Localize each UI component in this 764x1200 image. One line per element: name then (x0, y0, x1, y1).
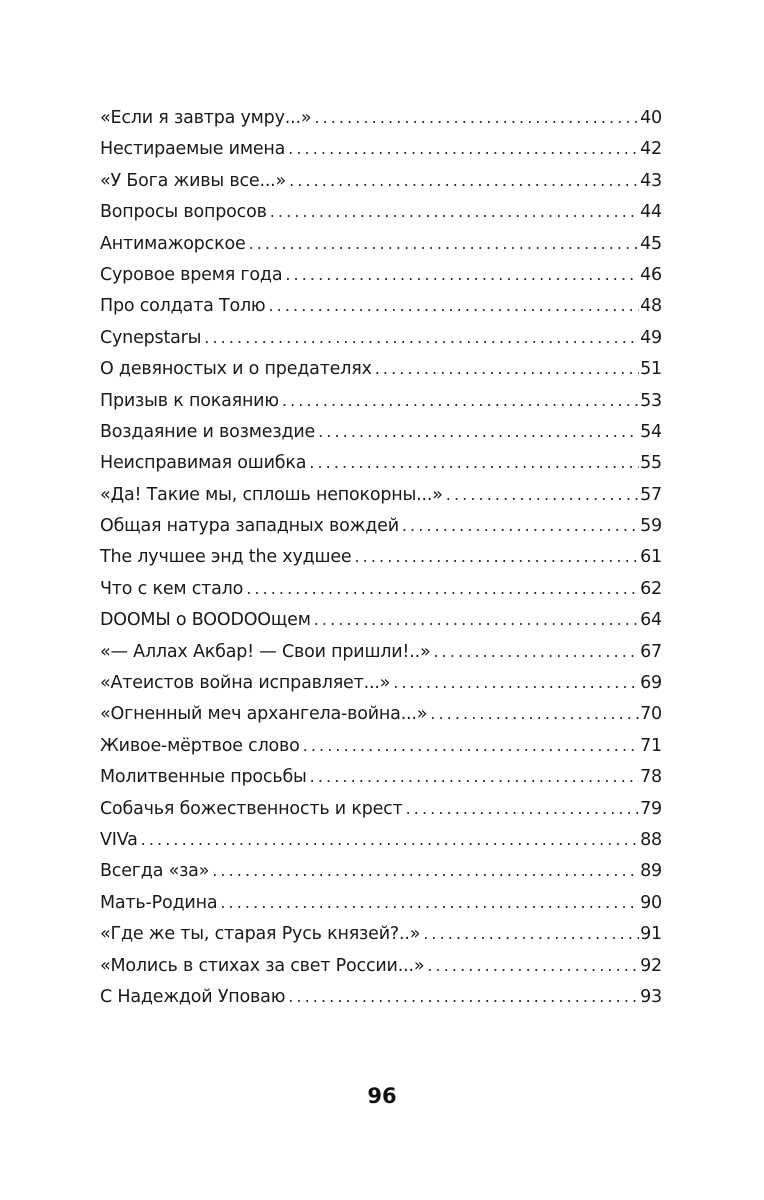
toc-entry (100, 667, 662, 698)
toc-entry (100, 887, 662, 918)
toc-entry (100, 102, 662, 133)
toc-entry-page: 54 (640, 421, 662, 442)
toc-entry (100, 855, 662, 886)
toc-entry-title: Мать-Родина (100, 892, 218, 913)
toc-entry (100, 761, 662, 792)
dot-leader (303, 730, 639, 761)
toc-entry-title: «Да! Такие мы, сплошь непокорны...» (100, 484, 443, 505)
dot-leader (288, 133, 639, 164)
dot-leader (446, 479, 639, 510)
toc-entry-page: 61 (640, 547, 662, 568)
table-of-contents (100, 102, 662, 1012)
toc-entry-title: DOOMЫ о BOODOOщем (100, 610, 311, 631)
toc-entry-page: 42 (640, 139, 662, 160)
toc-entry-title: Неисправимая ошибка (100, 453, 307, 474)
dot-leader (354, 541, 639, 572)
toc-entry-page: 55 (640, 453, 662, 474)
toc-entry-title: «У Бога живы все...» (100, 170, 287, 191)
dot-leader (433, 636, 639, 667)
toc-entry-page: 93 (640, 986, 662, 1007)
toc-entry-title: «Атеистов война исправляет...» (100, 673, 391, 694)
dot-leader (204, 322, 639, 353)
toc-entry-title: Cynepstarы (100, 327, 202, 348)
dot-leader (249, 228, 640, 259)
toc-entry-title: Вопросы вопросов (100, 202, 267, 223)
page-number: 96 (367, 1084, 397, 1108)
toc-entry (100, 165, 662, 196)
toc-entry-page: 67 (640, 641, 662, 662)
dot-leader (288, 981, 639, 1012)
toc-entry-title: «Где же ты, старая Русь князей?..» (100, 924, 421, 945)
toc-entry-page: 46 (640, 264, 662, 285)
toc-entry-page: 59 (640, 516, 662, 537)
toc-entry-title: «Молись в стихах за свет России...» (100, 955, 425, 976)
toc-entry-title: Нестираемые имена (100, 139, 286, 160)
toc-entry (100, 636, 662, 667)
toc-entry (100, 385, 662, 416)
toc-entry-title: VIVa (100, 829, 138, 850)
toc-entry-title: Всегда «за» (100, 861, 210, 882)
toc-entry-title: The лучшее энд the худшее (100, 547, 352, 568)
toc-entry-title: Собачья божественность и крест (100, 798, 403, 819)
toc-entry (100, 573, 662, 604)
dot-leader (314, 102, 639, 133)
toc-entry-page: 71 (640, 735, 662, 756)
dot-leader (220, 887, 639, 918)
toc-entry (100, 824, 662, 855)
dot-leader (289, 165, 639, 196)
dot-leader (310, 761, 639, 792)
toc-entry-page: 40 (640, 108, 662, 128)
toc-entry-page: 51 (640, 359, 662, 380)
toc-entry-title: «— Аллах Акбар! — Свои пришли!..» (100, 641, 431, 662)
toc-entry-page: 69 (640, 673, 662, 694)
toc-entry-title: «Если я завтра умру...» (100, 108, 312, 128)
toc-entry-page: 92 (640, 955, 662, 976)
toc-entry-page: 70 (640, 704, 662, 725)
toc-entry-page: 90 (640, 892, 662, 913)
toc-entry (100, 228, 662, 259)
toc-entry (100, 793, 662, 824)
toc-entry (100, 541, 662, 572)
toc-entry-page: 53 (640, 390, 662, 411)
toc-entry-title: Что с кем стало (100, 578, 244, 599)
dot-leader (375, 353, 639, 384)
toc-entry-title: Воздаяние и возмездие (100, 421, 316, 442)
toc-entry (100, 196, 662, 227)
dot-leader (402, 510, 639, 541)
dot-leader (318, 416, 639, 447)
toc-entry-title: Суровое время года (100, 264, 283, 285)
dot-leader (309, 447, 639, 478)
toc-entry-title: О девяностых и о предателях (100, 359, 372, 380)
toc-entry-page: 91 (640, 924, 662, 945)
toc-entry (100, 353, 662, 384)
toc-entry-page: 78 (640, 767, 662, 788)
toc-entry-page: 79 (640, 798, 662, 819)
toc-entry (100, 447, 662, 478)
toc-entry-page: 49 (640, 327, 662, 348)
dot-leader (423, 918, 639, 949)
toc-entry-page: 89 (640, 861, 662, 882)
dot-leader (430, 698, 639, 729)
toc-entry-page: 45 (640, 233, 662, 254)
toc-entry-page: 88 (640, 829, 662, 850)
toc-entry (100, 698, 662, 729)
toc-entry (100, 479, 662, 510)
toc-entry (100, 322, 662, 353)
toc-entry-title: Молитвенные просьбы (100, 767, 307, 788)
dot-leader (270, 196, 639, 227)
dot-leader (427, 950, 639, 981)
toc-entry-title: Призыв к покаянию (100, 390, 279, 411)
dot-leader (268, 290, 639, 321)
toc-entry (100, 604, 662, 635)
toc-entry-page: 48 (640, 296, 662, 317)
dot-leader (246, 573, 639, 604)
toc-entry-title: «Огненный меч архангела-война...» (100, 704, 428, 725)
toc-entry (100, 918, 662, 949)
toc-entry-page: 43 (640, 170, 662, 191)
toc-entry (100, 133, 662, 164)
dot-leader (212, 855, 639, 886)
toc-entry-title: Про солдата Толю (100, 296, 266, 317)
toc-entry-page: 44 (640, 202, 662, 223)
toc-entry (100, 259, 662, 290)
toc-entry (100, 416, 662, 447)
dot-leader (393, 667, 639, 698)
toc-entry-title: Антимажорское (100, 233, 246, 254)
toc-entry-page: 62 (640, 578, 662, 599)
toc-entry (100, 510, 662, 541)
toc-entry-title: Живое-мёртвое слово (100, 735, 300, 756)
toc-entry-page: 57 (640, 484, 662, 505)
dot-leader (285, 259, 639, 290)
toc-entry (100, 290, 662, 321)
toc-entry (100, 730, 662, 761)
toc-entry-title: С Надеждой Уповаю (100, 986, 286, 1007)
dot-leader (406, 793, 640, 824)
toc-entry-page: 64 (640, 610, 662, 631)
dot-leader (141, 824, 639, 855)
toc-entry (100, 950, 662, 981)
dot-leader (282, 385, 639, 416)
toc-entry (100, 981, 662, 1012)
dot-leader (314, 604, 639, 635)
toc-entry-title: Общая натура западных вождей (100, 516, 399, 537)
